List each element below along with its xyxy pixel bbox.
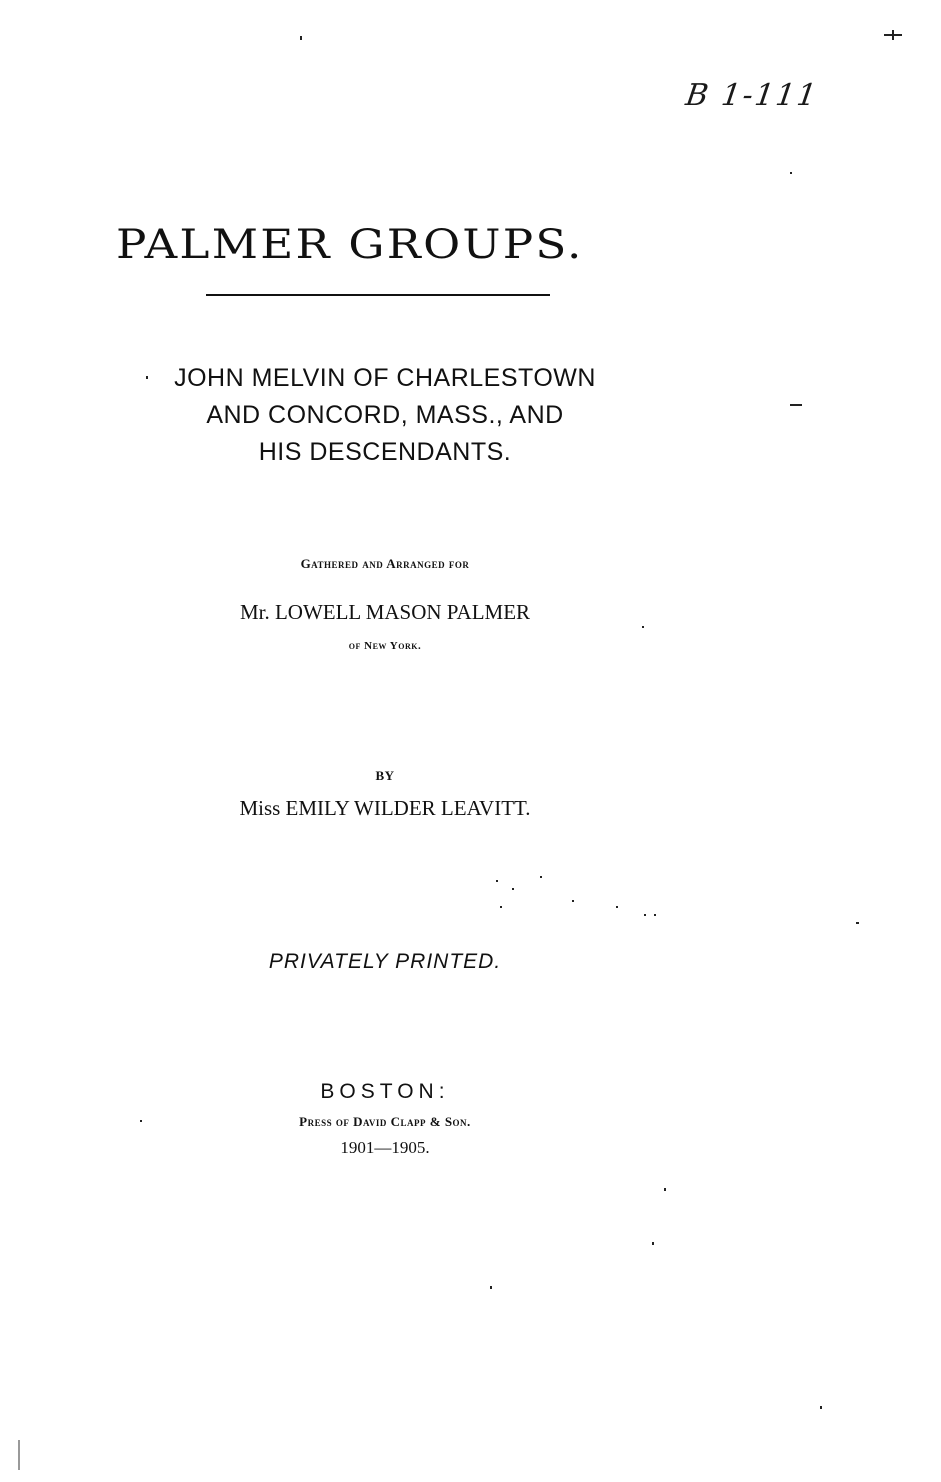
scan-speck — [820, 1406, 822, 1409]
scan-speck — [540, 876, 542, 878]
imprint-press: Press of David Clapp & Son. — [299, 1114, 471, 1129]
scan-speck — [146, 376, 148, 379]
scan-speck — [140, 1120, 142, 1122]
page-title: PALMER GROUPS. — [116, 222, 584, 268]
scan-speck — [496, 880, 498, 882]
subtitle — [120, 360, 650, 471]
patron-place: of New York. — [348, 640, 422, 652]
scan-speck — [856, 922, 859, 924]
subtitle-line-2: AND CONCORD, MASS., AND — [206, 401, 564, 429]
scan-speck — [300, 36, 302, 40]
imprint-years: 1901—1905. — [340, 1138, 430, 1157]
scan-speck — [790, 172, 792, 174]
scan-speck — [652, 1242, 654, 1245]
scan-speck — [490, 1286, 492, 1289]
scan-speck — [654, 914, 656, 916]
scan-speck — [18, 1440, 20, 1470]
scan-speck — [892, 30, 894, 40]
scan-speck — [644, 914, 646, 916]
author-name: Miss EMILY WILDER LEAVITT. — [239, 796, 531, 820]
scan-speck — [500, 906, 502, 908]
subtitle-line-1: JOHN MELVIN OF CHARLESTOWN — [174, 364, 596, 392]
scan-speck — [642, 626, 644, 628]
privately-printed-label: PRIVATELY PRINTED. — [268, 950, 502, 973]
by-label: BY — [375, 768, 395, 783]
handwritten-shelf-mark: B 1-111 — [683, 78, 821, 113]
gathered-label: Gathered and Arranged for — [300, 556, 470, 571]
scan-speck — [572, 900, 574, 902]
patron-name: Mr. LOWELL MASON PALMER — [239, 600, 531, 624]
scan-speck — [512, 888, 514, 890]
title-rule — [206, 294, 550, 296]
imprint-city: BOSTON: — [320, 1080, 450, 1103]
scan-speck — [664, 1188, 666, 1191]
scan-speck — [790, 404, 802, 406]
subtitle-line-3: HIS DESCENDANTS. — [258, 438, 512, 466]
scan-speck — [616, 906, 618, 908]
